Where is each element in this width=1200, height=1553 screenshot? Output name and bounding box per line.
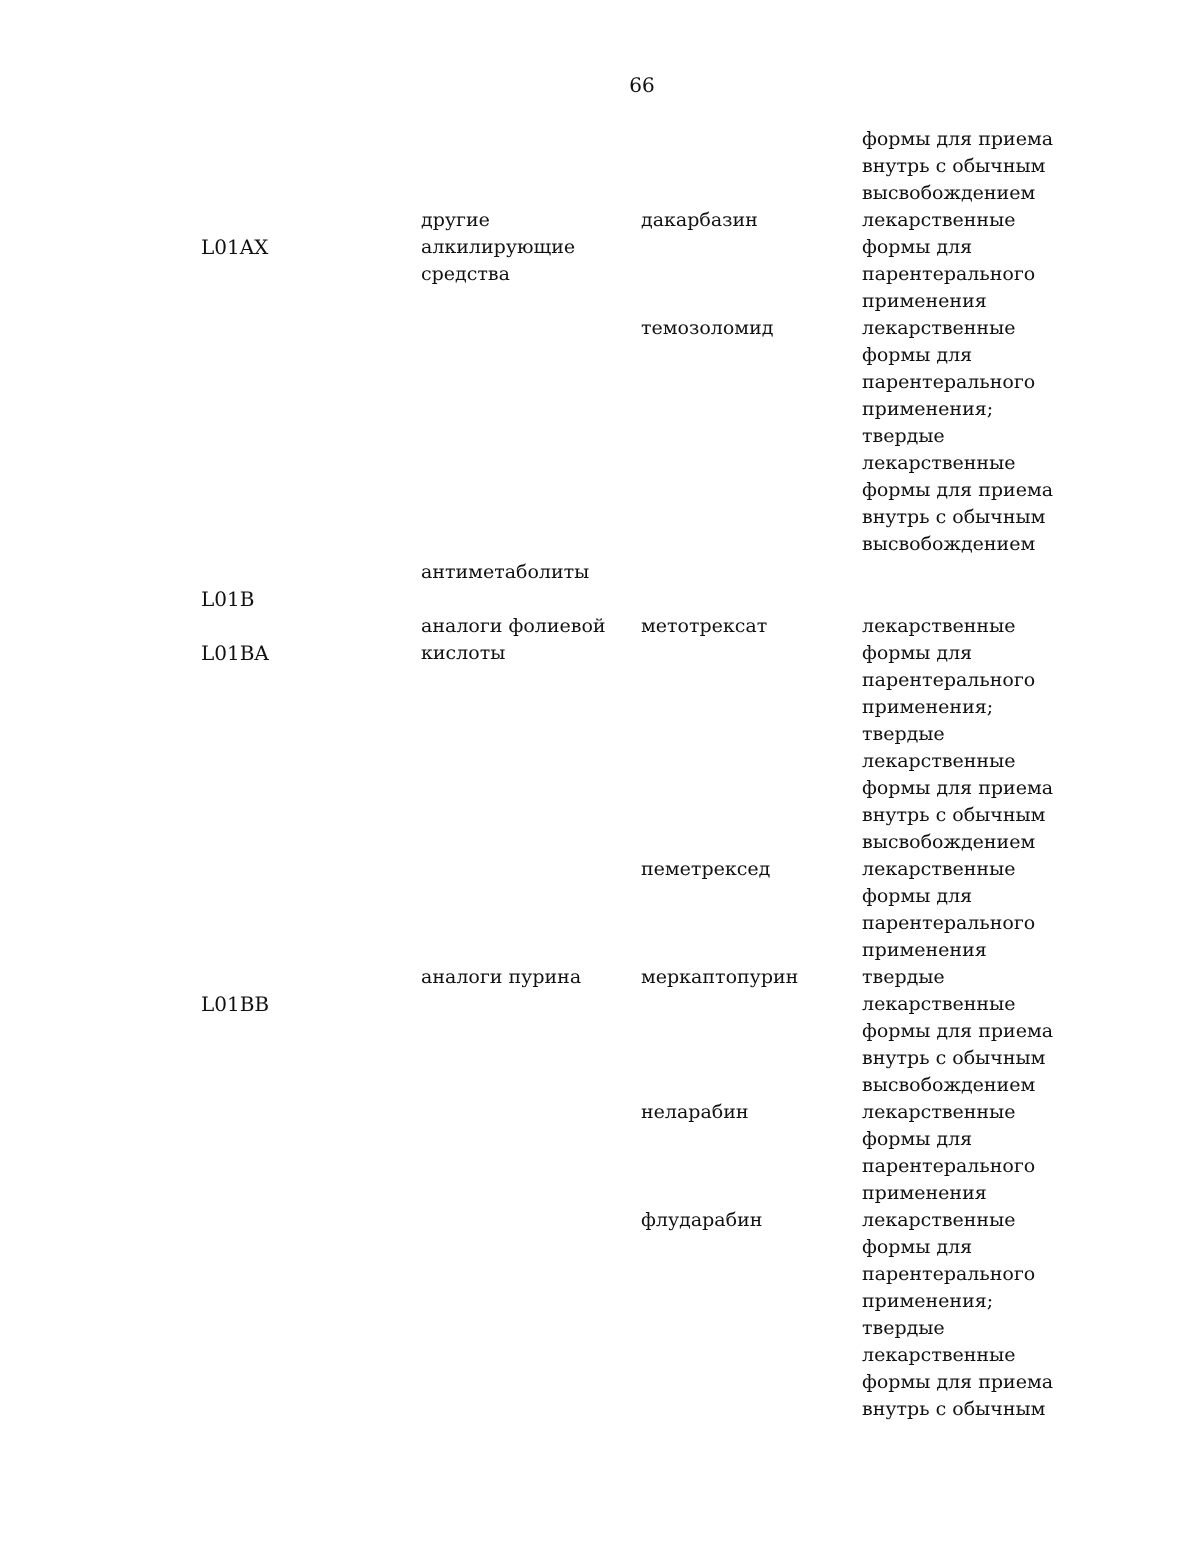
group-name-purine-analogues: аналоги пурина bbox=[421, 966, 582, 988]
atc-code-l01bb: L01BB bbox=[201, 992, 270, 1016]
page-number: 66 bbox=[629, 73, 655, 97]
dosage-form-nelarabine: лекарственные формы для парентерального применения bbox=[862, 1101, 1036, 1204]
drug-name-dacarbazine: дакарбазин bbox=[641, 209, 758, 231]
drug-name-pemetrexed: пеметрексед bbox=[641, 858, 771, 880]
atc-code-l01b: L01B bbox=[201, 587, 255, 611]
drug-name-nelarabine: неларабин bbox=[641, 1101, 749, 1123]
atc-code-l01ax: L01AX bbox=[201, 235, 269, 259]
drug-name-methotrexate: метотрексат bbox=[641, 615, 768, 637]
dosage-form-mercaptopurine: твердые лекарственные формы для приема внутрь с обычным высвобождением bbox=[862, 966, 1054, 1096]
dosage-form-fludarabine: лекарственные формы для парентерального применения; твердые лекарственные формы для приема внутрь с обычным bbox=[862, 1209, 1054, 1420]
group-name-antimetabolites: антиметаболиты bbox=[421, 561, 590, 583]
dosage-form-pemetrexed: лекарственные формы для парентерального применения bbox=[862, 858, 1036, 961]
group-name-folic-acid-analogues: аналоги фолиевой кислоты bbox=[421, 615, 606, 664]
drug-name-temozolomide: темозоломид bbox=[641, 317, 774, 339]
dosage-form-temozolomide: лекарственные формы для парентерального применения; твердые лекарственные формы для приема внутрь с обычным высвобождением bbox=[862, 317, 1054, 555]
drug-name-fludarabine: флударабин bbox=[641, 1209, 763, 1231]
dosage-form-continued: формы для приема внутрь с обычным высвобождением bbox=[862, 128, 1054, 204]
drug-name-mercaptopurine: меркаптопурин bbox=[641, 966, 799, 988]
atc-code-l01ba: L01BA bbox=[201, 641, 269, 665]
dosage-form-methotrexate: лекарственные формы для парентерального применения; твердые лекарственные формы для приема внутрь с обычным высвобождением bbox=[862, 615, 1054, 853]
dosage-form-dacarbazine: лекарственные формы для парентерального применения bbox=[862, 209, 1036, 312]
group-name-other-alkylating: другие алкилирующие средства bbox=[421, 209, 576, 285]
